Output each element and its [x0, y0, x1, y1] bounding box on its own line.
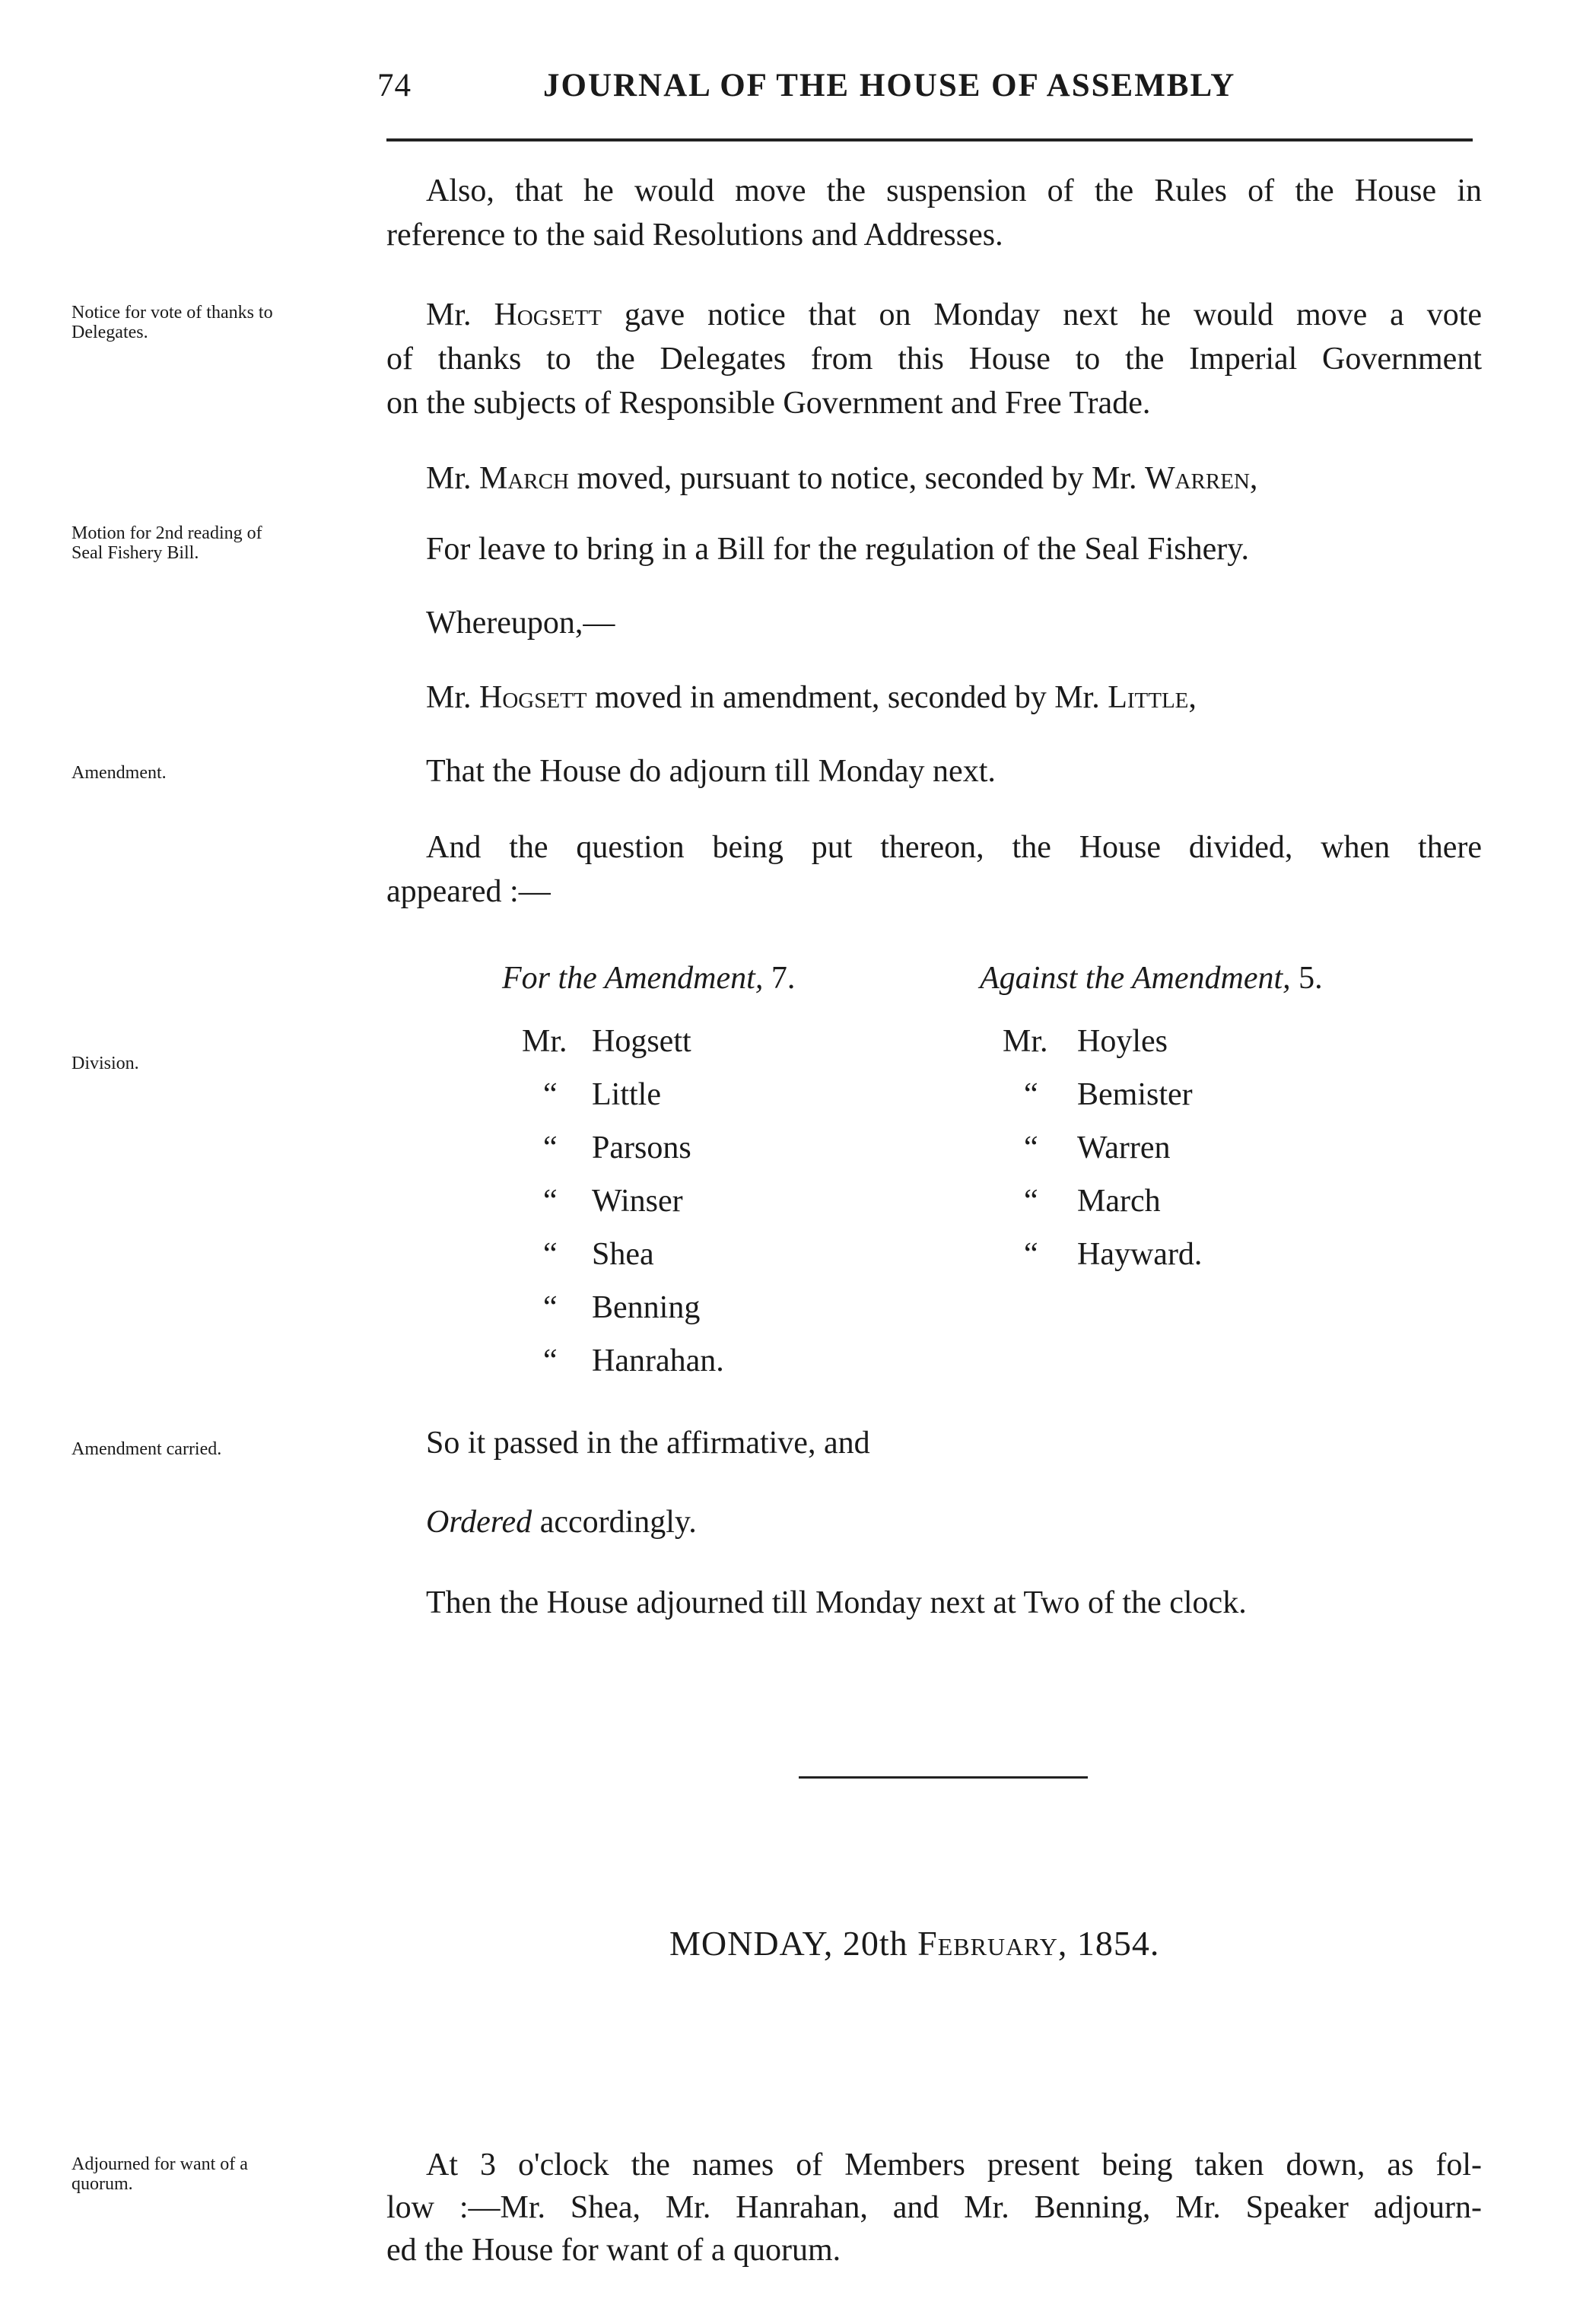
- member-name: Benning: [592, 1290, 701, 1325]
- paragraph-leave: For leave to bring in a Bill for the regulation of the Seal Fishery.: [426, 532, 1250, 567]
- paragraph-hogsett-amendment: Mr. Hogsett moved in amendment, seconded by Mr. Little,: [426, 680, 1197, 715]
- member-prefix: “: [1024, 1237, 1038, 1272]
- against-amendment-heading: Against the Amendment, 5.: [980, 961, 1323, 996]
- member-name: Hanrahan.: [592, 1343, 724, 1378]
- margin-note-notice: Notice for vote of thanks to Delegates.: [72, 303, 273, 342]
- member-prefix: “: [543, 1077, 558, 1112]
- paragraph-ordered: Ordered accordingly.: [426, 1505, 697, 1540]
- paragraph-passed: So it passed in the affirmative, and: [426, 1426, 870, 1461]
- paragraph-quorum: At 3 o'clock the names of Members present being taken down, as fol- low :—Mr. Shea, Mr. Hanrahan, and Mr. Benning, Mr. Speaker adjourn- ed the House for want of a quorum.: [386, 2148, 1482, 2268]
- section-separator: [799, 1776, 1088, 1779]
- paragraph-march-motion: Mr. March moved, pursuant to notice, seconded by Mr. Warren,: [426, 461, 1258, 496]
- member-name: Bemister: [1077, 1077, 1193, 1112]
- header-rule: [386, 138, 1473, 141]
- member-name: Shea: [592, 1237, 654, 1272]
- member-row: [522, 1076, 841, 1130]
- member-name: Winser: [592, 1184, 683, 1219]
- member-name: Little: [592, 1077, 661, 1112]
- member-row: [522, 1130, 841, 1183]
- page-header: [377, 67, 1473, 113]
- paragraph-question: And the question being put thereon, the House divided, when there appeared :—: [386, 830, 1482, 909]
- member-name: Hogsett: [592, 1024, 691, 1059]
- member-name: March: [1077, 1184, 1161, 1219]
- margin-note-adjourned: Adjourned for want of a quorum.: [72, 2154, 248, 2194]
- paragraph-adjourn-motion: That the House do adjourn till Monday next.: [426, 754, 996, 789]
- margin-note-division: Division.: [72, 1054, 139, 1073]
- member-prefix: “: [543, 1343, 558, 1378]
- margin-note-motion: Motion for 2nd reading of Seal Fishery Bill.: [72, 523, 262, 563]
- member-prefix: “: [543, 1237, 558, 1272]
- member-row: [1003, 1236, 1322, 1289]
- member-prefix: “: [543, 1130, 558, 1165]
- member-row: [1003, 1183, 1322, 1236]
- paragraph-hogsett-notice: Mr. Hogsett gave notice that on Monday next he would move a vote of thanks to the Delegates from this House to the Imperial Government on the subjects of Responsible Government and Free Trade.: [386, 297, 1483, 421]
- member-prefix: “: [1024, 1184, 1038, 1219]
- member-prefix: Mr.: [1003, 1024, 1048, 1059]
- paragraph-then-adjourned: Then the House adjourned till Monday next at Two of the clock.: [426, 1585, 1247, 1620]
- paragraph-also: Also, that he would move the suspension of the Rules of the House in reference to the said Resolutions and Addresses.: [386, 173, 1482, 253]
- member-name: Warren: [1077, 1130, 1171, 1165]
- margin-note-amendment-carried: Amendment carried.: [72, 1439, 222, 1459]
- member-name: Hayward.: [1077, 1237, 1203, 1272]
- member-row: [1003, 1023, 1322, 1076]
- date-heading: MONDAY, 20th February, 1854.: [669, 1924, 1160, 1963]
- member-row: [1003, 1130, 1322, 1183]
- member-prefix: “: [1024, 1077, 1038, 1112]
- member-row: [522, 1236, 841, 1289]
- member-name: Parsons: [592, 1130, 691, 1165]
- member-name: Hoyles: [1077, 1024, 1168, 1059]
- member-row: [522, 1343, 841, 1396]
- member-row: [522, 1023, 841, 1076]
- member-prefix: “: [543, 1290, 558, 1325]
- member-row: [522, 1183, 841, 1236]
- member-prefix: “: [1024, 1130, 1038, 1165]
- page-number: 74: [377, 68, 412, 103]
- member-row: [522, 1289, 841, 1343]
- for-amendment-heading: For the Amendment, 7.: [502, 961, 796, 996]
- paragraph-whereupon: Whereupon,—: [426, 606, 615, 641]
- margin-note-amendment: Amendment.: [72, 763, 167, 783]
- member-prefix: “: [543, 1184, 558, 1219]
- member-row: [1003, 1076, 1322, 1130]
- member-prefix: Mr.: [522, 1024, 567, 1059]
- journal-title: JOURNAL OF THE HOUSE OF ASSEMBLY: [543, 68, 1236, 103]
